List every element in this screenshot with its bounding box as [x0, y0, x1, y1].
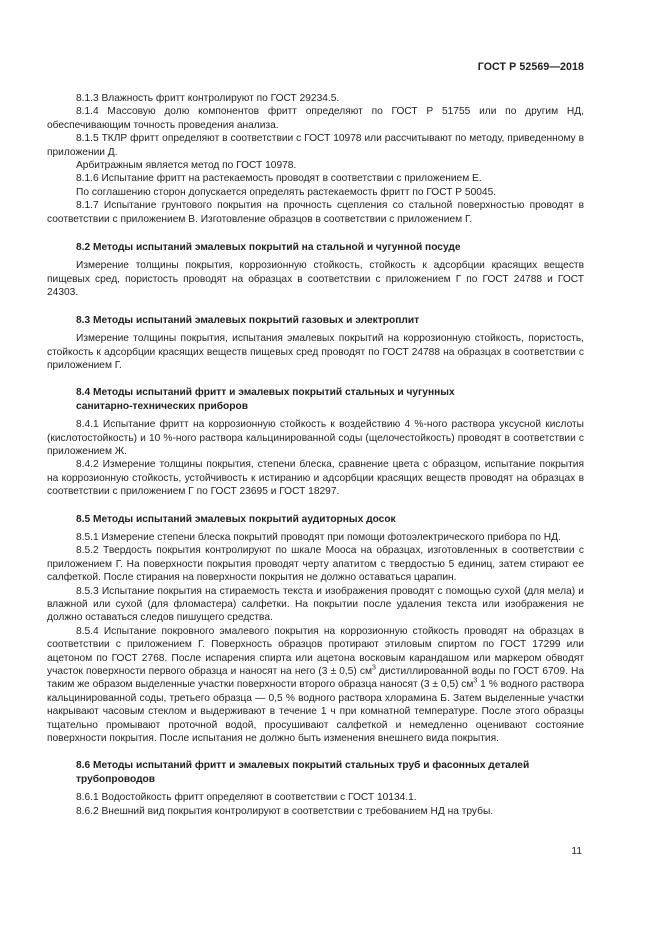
paragraph-8-4-1: 8.4.1 Испытание фритт на коррозионную стойкость к воздействию 4 %-ного раствора уксусной кислоты (кислотостойкость) и 10 %-ного раствора кальцинированной соды (щелочестойкость) проводят в соответствии с приложением Ж.: [47, 419, 584, 457]
document-header: ГОСТ Р 52569—2018: [477, 61, 584, 73]
paragraph-8-3: Измерение толщины покрытия, испытания эмалевых покрытий на коррозионную стойкость, пористость, стойкость к адсорбции красящих веществ пищевых сред проводят по ГОСТ 24788 на образцах в соответствии с приложением Г.: [47, 333, 584, 371]
paragraph-8-1-3: 8.1.3 Влажность фритт контролируют по ГОСТ 29234.5.: [76, 93, 340, 104]
paragraph-8-5-3: 8.5.3 Испытание покрытия на стираемость текста и изображения проводят с помощью сухой (для мела) и влажной или сухой (для фломастера) салфетки. На покрытии после удаления текста или изображения не должно оставаться следов пишущего средства.: [47, 585, 584, 624]
paragraph-arbitration: Арбитражным является метод по ГОСТ 10978.: [76, 160, 297, 172]
paragraph-8-2: Измерение толщины покрытия, коррозионную стойкость, стойкость к адсорбции красящих веществ пищевых сред, пористость проводят на образцах в соответствии с приложением Г по ГОСТ 24788 и ГОСТ 24303.: [47, 260, 584, 299]
paragraph-8-6-2: 8.6.2 Внешний вид покрытия контролируют в соответствии с требованием НД на трубы.: [76, 805, 494, 817]
section-heading-8-6-line2: трубопроводов: [76, 773, 156, 785]
document-body: [47, 92, 584, 818]
paragraph-8-1-4: 8.1.4 Массовую долю компонентов фритт определяют по ГОСТ Р 51755 или по другим НД, обеспечивающим точность проведения анализа.: [47, 106, 584, 131]
section-heading-8-3: 8.3 Методы испытаний эмалевых покрытий газовых и электроплит: [76, 314, 420, 326]
section-heading-8-2: 8.2 Методы испытаний эмалевых покрытий на стальной и чугунной посуде: [76, 242, 461, 254]
superscript-3: 3: [473, 678, 478, 686]
section-heading-8-6: [47, 759, 584, 786]
paragraph-8-5-1: 8.5.1 Измерение степени блеска покрытий проводят при помощи фотоэлектрического прибора по НД.: [76, 531, 561, 543]
paragraph-agreement: По соглашению сторон допускается определять растекаемость фритт по ГОСТ Р 50045.: [76, 186, 497, 198]
paragraph-8-5-4: [47, 625, 584, 746]
paragraph-8-4-2: 8.4.2 Измерение толщины покрытия, степени блеска, сравнение цвета с образцом, испытание покрытия на коррозионную стойкость, устойчивость к истиранию и адсорбции красящих веществ проводят на образцах в соответствии с приложением Г по ГОСТ 23695 и ГОСТ 18297.: [47, 459, 584, 498]
superscript-3: 3: [372, 664, 376, 672]
section-heading-8-4: [47, 386, 584, 413]
paragraph-8-5-4-part-a: 8.5.4 Испытание покровного эмалевого покрытия на коррозионную стойкость проводят на образцах в соответствии с приложением Г. Поверхность образцов протирают этиловым спиртом по ГОСТ 17299 или ацетоном по ГОСТ 2768. После испарения спирта или ацетона восковым карандашом или маркером обводят участок поверхности первого образца и наносят на него (3 ± 0,5) см: [47, 625, 584, 678]
paragraph-8-5-2: 8.5.2 Твердость покрытия контролируют по шкале Мооса на образцах, изготовленных в соответствии с приложением Г. На поверхности покрытия проводят черту апатитом с твердостью 5 единиц, затем стирают ее салфеткой. После стирания на поверхности покрытия не должно оставаться царапин.: [47, 545, 584, 584]
page-number: 11: [571, 846, 582, 857]
paragraph-8-1-6: 8.1.6 Испытание фритт на растекаемость проводят в соответствии с приложением Е.: [76, 173, 482, 185]
paragraph-8-1-5: 8.1.5 ТКЛР фритт определяют в соответствии с ГОСТ 10978 или рассчитывают по методу, приведенному в приложении Д.: [47, 133, 584, 158]
paragraph-8-5-4-part-b: дистиллированной воды по ГОСТ 6709. На таким же образом выделенные участки поверхности второго образца наносят (3 ± 0,5) см: [47, 666, 584, 691]
section-heading-8-5: 8.5 Методы испытаний эмалевых покрытий аудиторных досок: [76, 513, 396, 525]
section-heading-8-4-line2: санитарно-технических приборов: [76, 400, 248, 412]
paragraph-8-5-4-part-c: 1 % водного раствора кальцинированной соды, третьего образца — 0,5 % водного раствора хлорамина Б. Затем выделенные участки накрывают часовым стеклом и выдерживают в течение 1 ч при комнатной температуре. После этого образцы тщательно промывают проточной водой, просушивают салфеткой и немедленно оценивают состояние поверхности покрытия. После испытания не должно быть изменения внешнего вида покрытия.: [47, 679, 584, 745]
section-heading-8-4-line1: 8.4 Методы испытаний фритт и эмалевых покрытий стальных и чугунных: [76, 387, 455, 399]
paragraph-8-6-1: 8.6.1 Водостойкость фритт определяют в соответствии с ГОСТ 10134.1.: [76, 792, 417, 804]
section-heading-8-6-line1: 8.6 Методы испытаний фритт и эмалевых покрытий стальных труб и фасонных деталей: [76, 760, 530, 772]
paragraph-8-1-7: 8.1.7 Испытание грунтового покрытия на прочность сцепления со стальной поверхностью проводят в соответствии с приложением В. Изготовление образцов в соответствии с приложением Г.: [47, 200, 584, 225]
